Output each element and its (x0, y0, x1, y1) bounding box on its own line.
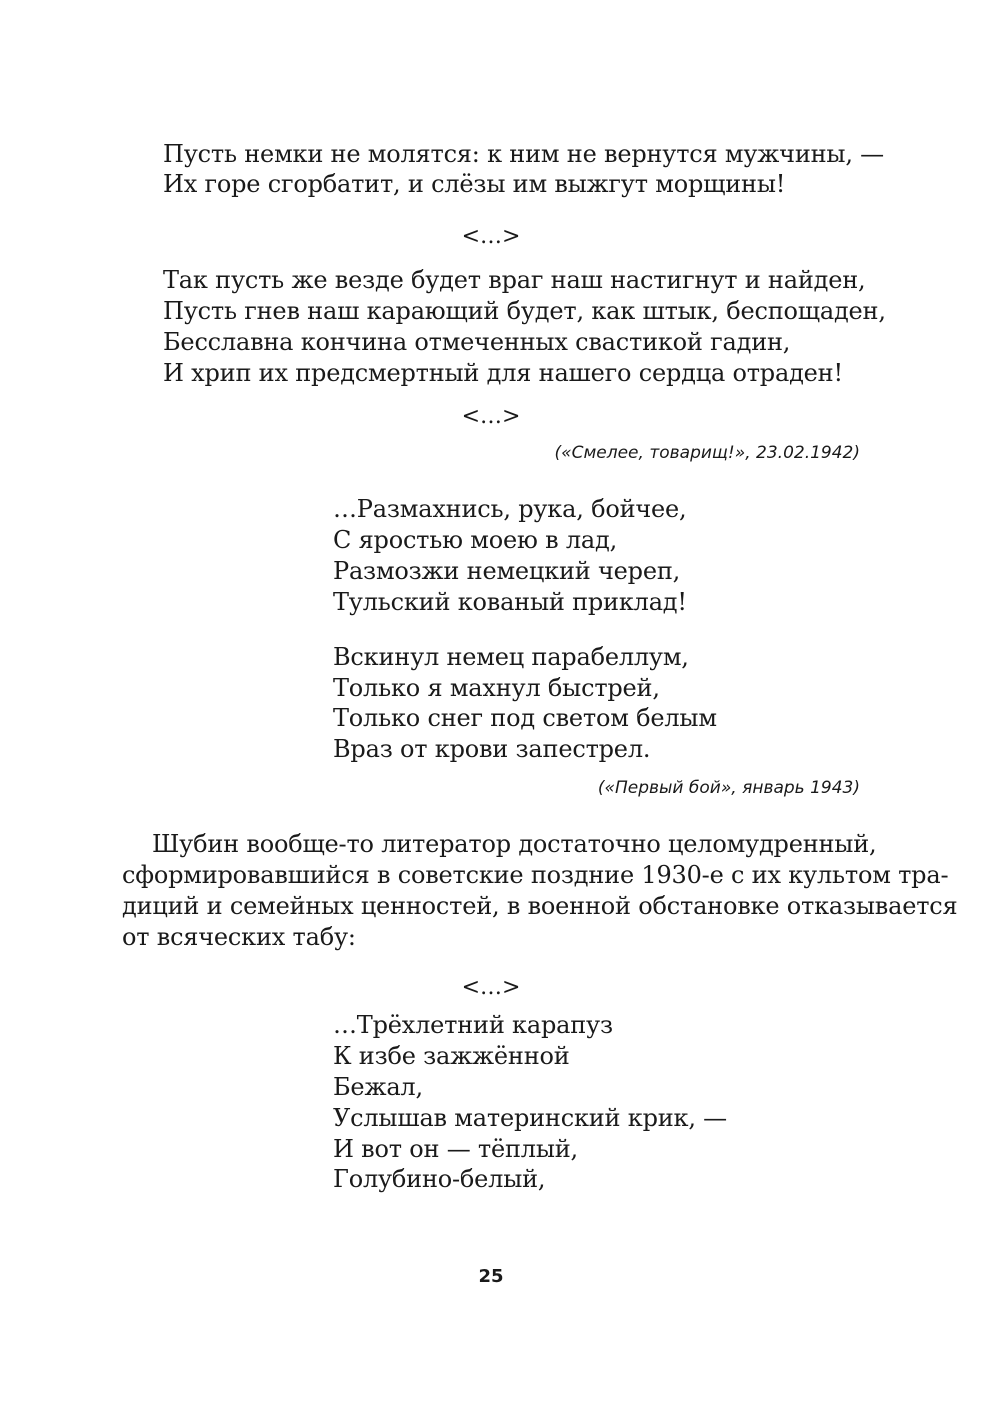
paragraph-line: сформировавшийся в советские поздние 1930-е с их культом тра- (122, 861, 949, 889)
poem-line: Бесславна кончина отмеченных свастикой гадин, (163, 328, 791, 356)
page-number: 25 (478, 1266, 504, 1287)
poem-line: Только снег под светом белым (333, 704, 717, 732)
poem-line: Голубино-белый, (333, 1165, 546, 1193)
ellipsis-separator: <…> (461, 404, 521, 429)
poem-line: И вот он — тёплый, (333, 1135, 578, 1163)
poem-line: Только я махнул быстрей, (333, 674, 660, 702)
poem-line: Бежал, (333, 1073, 423, 1101)
paragraph-line: диций и семейных ценностей, в военной обстановке отказывается (122, 892, 958, 920)
poem-line: Услышав материнский крик, — (333, 1104, 727, 1132)
paragraph-line: Шубин вообще-то литератор достаточно целомудренный, (152, 830, 877, 858)
ellipsis-separator: <…> (461, 224, 521, 249)
poem-line: С яростью моею в лад, (333, 526, 617, 554)
poem-line: Размозжи немецкий череп, (333, 557, 681, 585)
poem-line: К избе зажжённой (333, 1042, 570, 1070)
poem-source-citation: («Смелее, товарищ!», 23.02.1942) (554, 443, 860, 463)
poem-line: …Трёхлетний карапуз (333, 1011, 613, 1039)
poem-source-citation: («Первый бой», январь 1943) (597, 778, 860, 798)
poem-line: Враз от крови запестрел. (333, 735, 651, 763)
poem-line: …Размахнись, рука, бойчее, (333, 495, 687, 523)
poem-line: Тульский кованый приклад! (333, 588, 687, 616)
poem-line: Пусть немки не молятся: к ним не вернутся мужчины, — (163, 140, 884, 168)
poem-line: Пусть гнев наш карающий будет, как штык, беспощаден, (163, 297, 886, 325)
paragraph-line: от всяческих табу: (122, 923, 356, 951)
poem-line: Так пусть же везде будет враг наш настигнут и найден, (163, 266, 866, 294)
ellipsis-separator: <…> (461, 975, 521, 1000)
poem-line: Вскинул немец парабеллум, (333, 643, 689, 671)
poem-line: И хрип их предсмертный для нашего сердца отраден! (163, 359, 843, 387)
body-paragraph (122, 829, 958, 953)
poem-line: Их горе сгорбатит, и слёзы им выжгут морщины! (163, 170, 786, 198)
